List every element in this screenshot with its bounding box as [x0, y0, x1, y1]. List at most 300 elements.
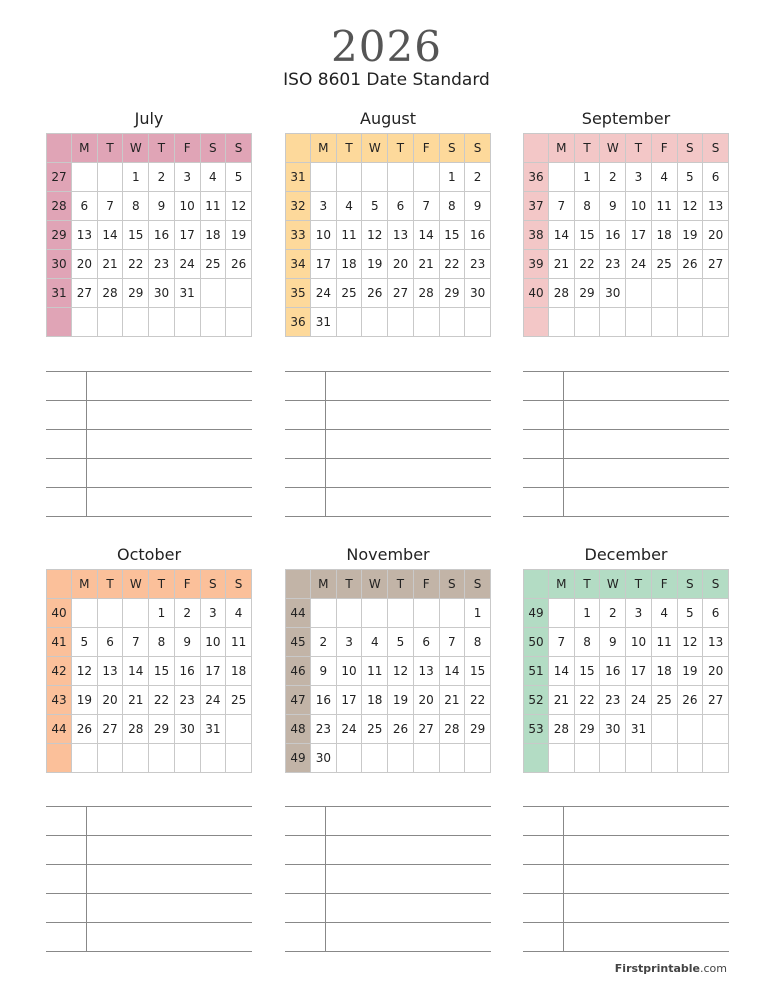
- day-cell: 20: [72, 250, 98, 279]
- day-cell: 7: [549, 628, 575, 657]
- day-cell: [97, 308, 123, 337]
- day-cell: 17: [626, 657, 652, 686]
- day-cell: [149, 308, 175, 337]
- weekday-header: M: [311, 570, 337, 599]
- day-cell: 6: [703, 599, 729, 628]
- day-cell: [574, 744, 600, 773]
- day-cell: 15: [574, 657, 600, 686]
- day-cell: 15: [149, 657, 175, 686]
- week-row: [286, 744, 491, 773]
- day-cell: 29: [439, 279, 465, 308]
- day-cell: 1: [574, 163, 600, 192]
- day-cell: 10: [311, 221, 337, 250]
- day-cell: [174, 308, 200, 337]
- day-cell: [388, 308, 414, 337]
- day-cell: 25: [651, 250, 677, 279]
- day-cell: 10: [626, 628, 652, 657]
- day-cell: 27: [388, 279, 414, 308]
- year-title: 2026: [331, 22, 442, 71]
- day-cell: 16: [174, 657, 200, 686]
- weekday-header: T: [97, 134, 123, 163]
- week-row: [286, 628, 491, 657]
- month-grid: [285, 133, 491, 337]
- day-cell: 29: [123, 279, 149, 308]
- day-cell: 6: [388, 192, 414, 221]
- day-cell: 30: [311, 744, 337, 773]
- week-number: 42: [47, 657, 72, 686]
- week-number: 47: [286, 686, 311, 715]
- day-cell: 7: [97, 192, 123, 221]
- day-cell: 9: [600, 628, 626, 657]
- day-cell: 15: [465, 657, 491, 686]
- day-cell: 15: [574, 221, 600, 250]
- notes-lines: [46, 806, 252, 952]
- day-cell: [362, 308, 388, 337]
- day-cell: [226, 279, 252, 308]
- note-line: [285, 865, 491, 894]
- day-cell: 9: [149, 192, 175, 221]
- day-cell: 15: [439, 221, 465, 250]
- day-cell: 22: [123, 250, 149, 279]
- day-cell: [677, 715, 703, 744]
- day-cell: 27: [72, 279, 98, 308]
- day-cell: 16: [311, 686, 337, 715]
- note-line: [285, 894, 491, 923]
- day-cell: 31: [174, 279, 200, 308]
- week-row: [47, 163, 252, 192]
- day-cell: [439, 744, 465, 773]
- weekday-header: S: [703, 134, 729, 163]
- week-row: [524, 250, 729, 279]
- day-cell: 24: [311, 279, 337, 308]
- day-cell: [388, 163, 414, 192]
- day-cell: 16: [465, 221, 491, 250]
- day-cell: 5: [677, 163, 703, 192]
- day-cell: [226, 744, 252, 773]
- day-cell: 23: [149, 250, 175, 279]
- note-line: [46, 807, 252, 836]
- day-cell: 20: [703, 221, 729, 250]
- day-cell: 3: [626, 163, 652, 192]
- brand-name: Firstprintable: [614, 962, 700, 975]
- week-number: 38: [524, 221, 549, 250]
- day-cell: [362, 744, 388, 773]
- week-row: [524, 686, 729, 715]
- day-cell: [200, 308, 226, 337]
- day-cell: [97, 163, 123, 192]
- week-row: [286, 279, 491, 308]
- day-cell: 25: [651, 686, 677, 715]
- week-number: 40: [524, 279, 549, 308]
- day-cell: 14: [413, 221, 439, 250]
- day-cell: 25: [200, 250, 226, 279]
- weekday-header: M: [72, 570, 98, 599]
- week-number: 49: [286, 744, 311, 773]
- day-cell: 14: [123, 657, 149, 686]
- day-cell: 23: [465, 250, 491, 279]
- note-line: [285, 401, 491, 430]
- day-cell: 26: [677, 250, 703, 279]
- day-cell: 7: [413, 192, 439, 221]
- day-cell: [413, 744, 439, 773]
- day-cell: 22: [574, 250, 600, 279]
- day-cell: [651, 744, 677, 773]
- day-cell: 29: [149, 715, 175, 744]
- note-line: [46, 401, 252, 430]
- month-september: [523, 109, 729, 337]
- weekday-header: F: [651, 134, 677, 163]
- day-cell: 19: [388, 686, 414, 715]
- note-line: [46, 894, 252, 923]
- day-cell: 2: [600, 163, 626, 192]
- day-cell: [439, 599, 465, 628]
- weekday-header-row: [524, 134, 729, 163]
- day-cell: 16: [600, 221, 626, 250]
- day-cell: 5: [677, 599, 703, 628]
- day-cell: 21: [123, 686, 149, 715]
- day-cell: [200, 744, 226, 773]
- day-cell: [72, 308, 98, 337]
- weekday-header-row: [286, 134, 491, 163]
- week-row: [286, 657, 491, 686]
- day-cell: [651, 279, 677, 308]
- weekday-header: S: [677, 570, 703, 599]
- week-number: 53: [524, 715, 549, 744]
- day-cell: 1: [465, 599, 491, 628]
- day-cell: 2: [465, 163, 491, 192]
- day-cell: 28: [413, 279, 439, 308]
- note-line: [523, 894, 729, 923]
- month-name: September: [581, 109, 671, 128]
- weekday-header: W: [600, 570, 626, 599]
- note-line: [523, 401, 729, 430]
- month-august: [285, 109, 491, 337]
- day-cell: 20: [413, 686, 439, 715]
- day-cell: 21: [97, 250, 123, 279]
- weekday-header: T: [149, 134, 175, 163]
- week-row: [286, 308, 491, 337]
- week-row: [47, 599, 252, 628]
- weekday-header: W: [123, 134, 149, 163]
- day-cell: 19: [226, 221, 252, 250]
- notes-lines: [46, 371, 252, 517]
- week-number: 45: [286, 628, 311, 657]
- week-number: 44: [286, 599, 311, 628]
- week-number-header: [47, 134, 72, 163]
- day-cell: 9: [311, 657, 337, 686]
- day-cell: [703, 744, 729, 773]
- day-cell: 24: [200, 686, 226, 715]
- day-cell: 14: [549, 657, 575, 686]
- day-cell: 10: [200, 628, 226, 657]
- month-december: [523, 545, 729, 773]
- week-number: 32: [286, 192, 311, 221]
- weekday-header: T: [336, 570, 362, 599]
- day-cell: 7: [439, 628, 465, 657]
- month-grid: [523, 133, 729, 337]
- week-row: [47, 628, 252, 657]
- week-row: [47, 192, 252, 221]
- day-cell: 16: [149, 221, 175, 250]
- subtitle: ISO 8601 Date Standard: [283, 70, 490, 90]
- weekday-header-row: [47, 134, 252, 163]
- week-number: 39: [524, 250, 549, 279]
- day-cell: 11: [336, 221, 362, 250]
- week-row: [286, 221, 491, 250]
- day-cell: [388, 744, 414, 773]
- week-row: [47, 657, 252, 686]
- weekday-header: F: [651, 570, 677, 599]
- week-number: 28: [47, 192, 72, 221]
- week-row: [47, 715, 252, 744]
- month-name: July: [134, 109, 164, 128]
- month-grid: [285, 569, 491, 773]
- weekday-header: M: [72, 134, 98, 163]
- day-cell: 29: [465, 715, 491, 744]
- week-row: [524, 599, 729, 628]
- day-cell: 18: [362, 686, 388, 715]
- week-number: [47, 744, 72, 773]
- day-cell: 17: [336, 686, 362, 715]
- week-row: [524, 192, 729, 221]
- week-number: 31: [47, 279, 72, 308]
- day-cell: 4: [651, 163, 677, 192]
- day-cell: 21: [413, 250, 439, 279]
- weekday-header: T: [388, 134, 414, 163]
- weekday-header: T: [626, 134, 652, 163]
- week-number: 51: [524, 657, 549, 686]
- day-cell: 5: [362, 192, 388, 221]
- day-cell: 26: [226, 250, 252, 279]
- week-row: [286, 192, 491, 221]
- day-cell: 13: [703, 192, 729, 221]
- week-row: [47, 279, 252, 308]
- day-cell: [388, 599, 414, 628]
- day-cell: [600, 744, 626, 773]
- week-number: [524, 744, 549, 773]
- note-line: [285, 836, 491, 865]
- day-cell: 5: [72, 628, 98, 657]
- weekday-header: T: [336, 134, 362, 163]
- week-number-header: [286, 134, 311, 163]
- week-row: [286, 599, 491, 628]
- day-cell: 26: [677, 686, 703, 715]
- day-cell: 3: [200, 599, 226, 628]
- week-number: 40: [47, 599, 72, 628]
- weekday-header-row: [47, 570, 252, 599]
- day-cell: 22: [465, 686, 491, 715]
- note-line: [523, 430, 729, 459]
- day-cell: 30: [600, 279, 626, 308]
- day-cell: 19: [362, 250, 388, 279]
- day-cell: 29: [574, 715, 600, 744]
- day-cell: [174, 744, 200, 773]
- day-cell: [123, 308, 149, 337]
- day-cell: 11: [200, 192, 226, 221]
- week-row: [286, 163, 491, 192]
- day-cell: 4: [226, 599, 252, 628]
- week-number: [47, 308, 72, 337]
- day-cell: [149, 744, 175, 773]
- day-cell: 17: [311, 250, 337, 279]
- note-line: [46, 865, 252, 894]
- day-cell: 28: [439, 715, 465, 744]
- day-cell: [677, 279, 703, 308]
- day-cell: 26: [388, 715, 414, 744]
- note-line: [46, 430, 252, 459]
- week-number: 35: [286, 279, 311, 308]
- week-row: [524, 163, 729, 192]
- day-cell: 8: [439, 192, 465, 221]
- day-cell: [97, 599, 123, 628]
- note-line: [285, 459, 491, 488]
- day-cell: 30: [600, 715, 626, 744]
- weekday-header: W: [123, 570, 149, 599]
- day-cell: [97, 744, 123, 773]
- week-number: 44: [47, 715, 72, 744]
- weekday-header: F: [413, 134, 439, 163]
- week-number: 34: [286, 250, 311, 279]
- week-row: [524, 628, 729, 657]
- day-cell: 5: [226, 163, 252, 192]
- day-cell: 12: [677, 192, 703, 221]
- day-cell: 19: [677, 657, 703, 686]
- note-line: [285, 372, 491, 401]
- day-cell: [549, 744, 575, 773]
- day-cell: 23: [600, 250, 626, 279]
- day-cell: 2: [600, 599, 626, 628]
- day-cell: 18: [226, 657, 252, 686]
- day-cell: 6: [413, 628, 439, 657]
- weekday-header: T: [626, 570, 652, 599]
- day-cell: 11: [651, 192, 677, 221]
- day-cell: 13: [72, 221, 98, 250]
- weekday-header: M: [549, 134, 575, 163]
- day-cell: 11: [362, 657, 388, 686]
- week-number: 49: [524, 599, 549, 628]
- day-cell: 28: [549, 715, 575, 744]
- week-number: 36: [524, 163, 549, 192]
- day-cell: 25: [336, 279, 362, 308]
- day-cell: 13: [703, 628, 729, 657]
- day-cell: [626, 279, 652, 308]
- day-cell: 8: [149, 628, 175, 657]
- day-cell: 19: [677, 221, 703, 250]
- week-row: [47, 250, 252, 279]
- day-cell: 13: [413, 657, 439, 686]
- weekday-header: S: [703, 570, 729, 599]
- day-cell: [651, 308, 677, 337]
- day-cell: 3: [311, 192, 337, 221]
- day-cell: [549, 308, 575, 337]
- day-cell: 18: [336, 250, 362, 279]
- day-cell: 25: [226, 686, 252, 715]
- day-cell: 27: [703, 686, 729, 715]
- day-cell: [677, 744, 703, 773]
- day-cell: 7: [549, 192, 575, 221]
- month-november: [285, 545, 491, 773]
- day-cell: 22: [439, 250, 465, 279]
- day-cell: [123, 599, 149, 628]
- week-number: 33: [286, 221, 311, 250]
- day-cell: [651, 715, 677, 744]
- day-cell: [362, 599, 388, 628]
- day-cell: 4: [200, 163, 226, 192]
- week-number: 52: [524, 686, 549, 715]
- note-line: [523, 923, 729, 952]
- day-cell: [72, 599, 98, 628]
- day-cell: 5: [388, 628, 414, 657]
- week-row: [286, 250, 491, 279]
- day-cell: [439, 308, 465, 337]
- day-cell: 28: [549, 279, 575, 308]
- note-line: [523, 488, 729, 517]
- day-cell: 9: [600, 192, 626, 221]
- weekday-header: S: [677, 134, 703, 163]
- day-cell: 2: [174, 599, 200, 628]
- month-grid: [46, 569, 252, 773]
- weekday-header: M: [549, 570, 575, 599]
- weekday-header: F: [413, 570, 439, 599]
- day-cell: 10: [174, 192, 200, 221]
- day-cell: 8: [465, 628, 491, 657]
- day-cell: [362, 163, 388, 192]
- day-cell: [200, 279, 226, 308]
- day-cell: [574, 308, 600, 337]
- day-cell: [72, 163, 98, 192]
- weekday-header: S: [465, 570, 491, 599]
- week-number-header: [47, 570, 72, 599]
- day-cell: 8: [574, 628, 600, 657]
- month-july: [46, 109, 252, 337]
- day-cell: 31: [311, 308, 337, 337]
- day-cell: [465, 744, 491, 773]
- day-cell: 17: [626, 221, 652, 250]
- note-line: [285, 430, 491, 459]
- day-cell: 3: [174, 163, 200, 192]
- week-number: 37: [524, 192, 549, 221]
- day-cell: [703, 715, 729, 744]
- note-line: [46, 459, 252, 488]
- day-cell: [703, 279, 729, 308]
- week-row: [47, 221, 252, 250]
- day-cell: 9: [174, 628, 200, 657]
- day-cell: [413, 308, 439, 337]
- week-row: [524, 715, 729, 744]
- week-number-header: [524, 134, 549, 163]
- day-cell: 30: [174, 715, 200, 744]
- month-name: October: [116, 545, 182, 564]
- day-cell: 12: [388, 657, 414, 686]
- day-cell: 23: [311, 715, 337, 744]
- week-row: [524, 657, 729, 686]
- day-cell: [703, 308, 729, 337]
- note-line: [46, 836, 252, 865]
- day-cell: 6: [72, 192, 98, 221]
- day-cell: [626, 308, 652, 337]
- weekday-header: W: [600, 134, 626, 163]
- brand-logo: [615, 962, 727, 975]
- week-number: 30: [47, 250, 72, 279]
- weekday-header: S: [439, 134, 465, 163]
- notes-lines: [285, 806, 491, 952]
- weekday-header: T: [388, 570, 414, 599]
- weekday-header: T: [97, 570, 123, 599]
- week-number: 36: [286, 308, 311, 337]
- week-number: 29: [47, 221, 72, 250]
- weekday-header: F: [174, 570, 200, 599]
- day-cell: 23: [174, 686, 200, 715]
